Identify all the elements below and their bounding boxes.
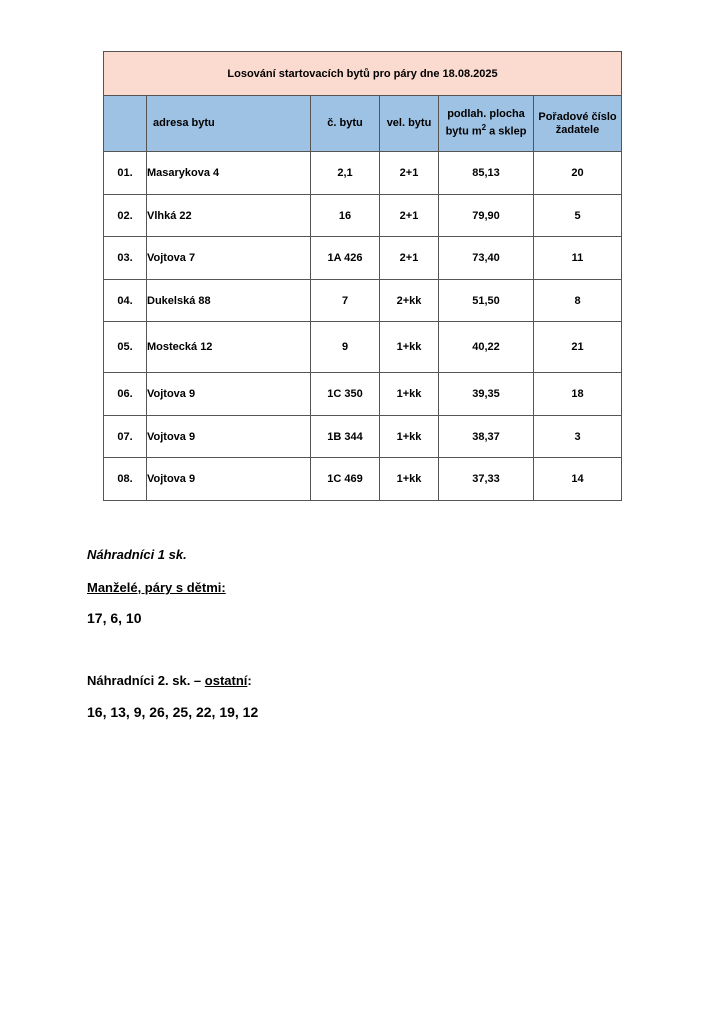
table-row [104, 458, 622, 501]
table-row [104, 237, 622, 280]
row-applicant-order: 5 [534, 195, 622, 237]
row-number: 03. [104, 237, 147, 280]
table-row [104, 416, 622, 458]
row-flat-size: 1+kk [380, 373, 439, 416]
row-flat-number: 7 [311, 280, 380, 322]
row-floor-area: 40,22 [439, 322, 534, 373]
row-floor-area: 51,50 [439, 280, 534, 322]
header-row [104, 96, 622, 152]
header-number [104, 96, 147, 152]
row-address: Vojtova 9 [147, 373, 311, 416]
row-applicant-order: 8 [534, 280, 622, 322]
substitutes-group-2-title: Náhradníci 2. sk. – ostatní: [87, 673, 252, 688]
row-address: Vojtova 9 [147, 458, 311, 501]
substitutes-group-1-title: Náhradníci 1 sk. [87, 547, 187, 562]
row-applicant-order: 21 [534, 322, 622, 373]
row-floor-area: 38,37 [439, 416, 534, 458]
row-flat-number: 16 [311, 195, 380, 237]
row-flat-size: 1+kk [380, 458, 439, 501]
table-row [104, 322, 622, 373]
row-address: Masarykova 4 [147, 152, 311, 195]
row-flat-size: 2+1 [380, 152, 439, 195]
row-number: 06. [104, 373, 147, 416]
row-flat-number: 1A 426 [311, 237, 380, 280]
table-row [104, 280, 622, 322]
table-row [104, 195, 622, 237]
header-address: adresa bytu [147, 96, 311, 152]
lottery-table [103, 51, 622, 501]
row-number: 01. [104, 152, 147, 195]
row-address: Vojtova 7 [147, 237, 311, 280]
row-flat-size: 2+kk [380, 280, 439, 322]
row-number: 08. [104, 458, 147, 501]
row-applicant-order: 20 [534, 152, 622, 195]
row-address: Mostecká 12 [147, 322, 311, 373]
row-flat-size: 2+1 [380, 237, 439, 280]
row-flat-number: 1C 469 [311, 458, 380, 501]
table-row [104, 152, 622, 195]
substitutes-group-1-list: 17, 6, 10 [87, 610, 142, 626]
row-applicant-order: 18 [534, 373, 622, 416]
row-address: Vojtova 9 [147, 416, 311, 458]
row-address: Vlhká 22 [147, 195, 311, 237]
row-number: 05. [104, 322, 147, 373]
table-row [104, 373, 622, 416]
row-floor-area: 73,40 [439, 237, 534, 280]
row-applicant-order: 3 [534, 416, 622, 458]
row-flat-number: 1C 350 [311, 373, 380, 416]
row-flat-number: 9 [311, 322, 380, 373]
row-number: 02. [104, 195, 147, 237]
row-flat-number: 1B 344 [311, 416, 380, 458]
row-floor-area: 85,13 [439, 152, 534, 195]
row-flat-size: 2+1 [380, 195, 439, 237]
row-applicant-order: 14 [534, 458, 622, 501]
header-applicant-order: Pořadové číslo žadatele [534, 96, 622, 152]
table-title: Losování startovacích bytů pro páry dne 18.08.2025 [104, 52, 622, 96]
row-floor-area: 39,35 [439, 373, 534, 416]
row-applicant-order: 11 [534, 237, 622, 280]
row-flat-number: 2,1 [311, 152, 380, 195]
row-number: 04. [104, 280, 147, 322]
row-flat-size: 1+kk [380, 322, 439, 373]
row-floor-area: 79,90 [439, 195, 534, 237]
row-address: Dukelská 88 [147, 280, 311, 322]
row-floor-area: 37,33 [439, 458, 534, 501]
substitutes-group-2-list: 16, 13, 9, 26, 25, 22, 19, 12 [87, 704, 259, 720]
row-flat-size: 1+kk [380, 416, 439, 458]
substitutes-group-1-subtitle: Manželé, páry s dětmi: [87, 580, 226, 595]
row-number: 07. [104, 416, 147, 458]
header-floor-area: podlah. plocha bytu $m^2$ a sklep [439, 96, 534, 152]
header-flat-size: vel. bytu [380, 96, 439, 152]
header-flat-number: č. bytu [311, 96, 380, 152]
